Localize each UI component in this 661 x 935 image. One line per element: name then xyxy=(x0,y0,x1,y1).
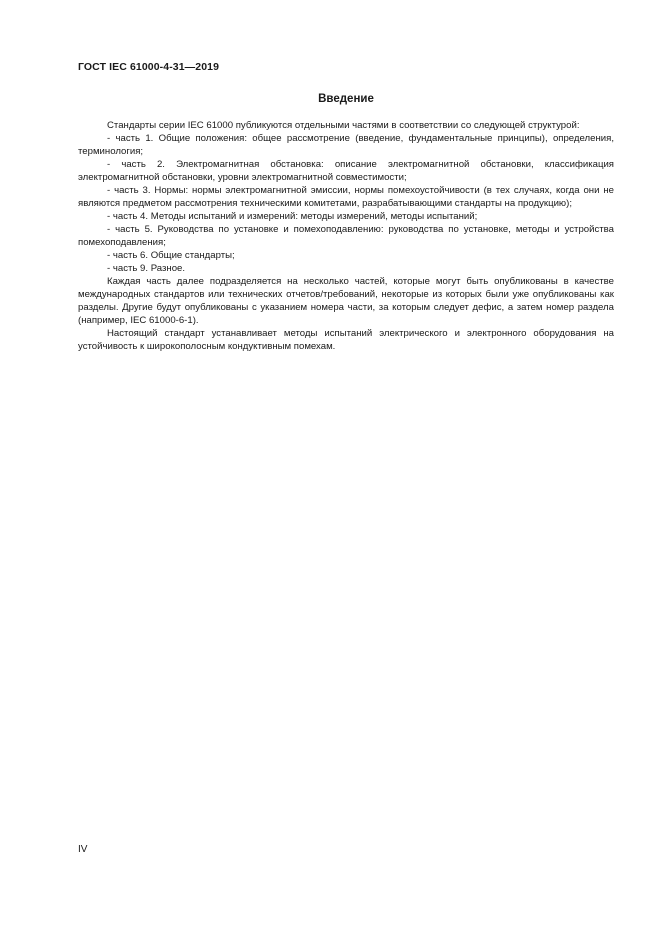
paragraph-scope: Настоящий стандарт устанавливает методы испытаний электрического и электронного оборудования на устойчивость к широкополосным кондуктивным помехам. xyxy=(78,328,614,352)
body-text xyxy=(78,119,614,353)
list-item-part-2: - часть 2. Электромагнитная обстановка: описание электромагнитной обстановки, классификация электромагнитной обстановки, уровни электромагнитной совместимости; xyxy=(78,159,614,183)
list-item-part-5: - часть 5. Руководства по установке и помехоподавлению: руководства по установке, методы и устройства помехоподавления; xyxy=(78,224,614,248)
list-item-part-4: - часть 4. Методы испытаний и измерений: методы измерений, методы испытаний; xyxy=(107,211,478,222)
paragraph-intro: Стандарты серии IEC 61000 публикуются отдельными частями в соответствии со следующей структурой: xyxy=(107,120,580,131)
list-item-part-3: - часть 3. Нормы: нормы электромагнитной эмиссии, нормы помехоустойчивости (в тех случаях, когда они не являются предметом рассмотрения техническими комитетами, разрабатывающими стандарты на продукцию); xyxy=(78,185,614,209)
document-code: ГОСТ IEC 61000-4-31—2019 xyxy=(78,61,220,73)
list-item-part-6: - часть 6. Общие стандарты; xyxy=(107,250,235,261)
list-item-part-9: - часть 9. Разное. xyxy=(107,263,186,274)
page-number: IV xyxy=(78,844,88,855)
list-item-part-1: - часть 1. Общие положения: общее рассмотрение (введение, фундаментальные принципы), определения, терминология; xyxy=(78,133,614,157)
paragraph-subdivision: Каждая часть далее подразделяется на несколько частей, которые могут быть опубликованы в качестве международных стандартов или технических отчетов/требований, некоторые из которых были уже опубликованы как разделы. Другие будут опубликованы с указанием номера части, за которым следует дефис, а затем номер раздела (например, IEC 61000-6-1). xyxy=(78,276,614,326)
section-title: Введение xyxy=(318,93,374,105)
